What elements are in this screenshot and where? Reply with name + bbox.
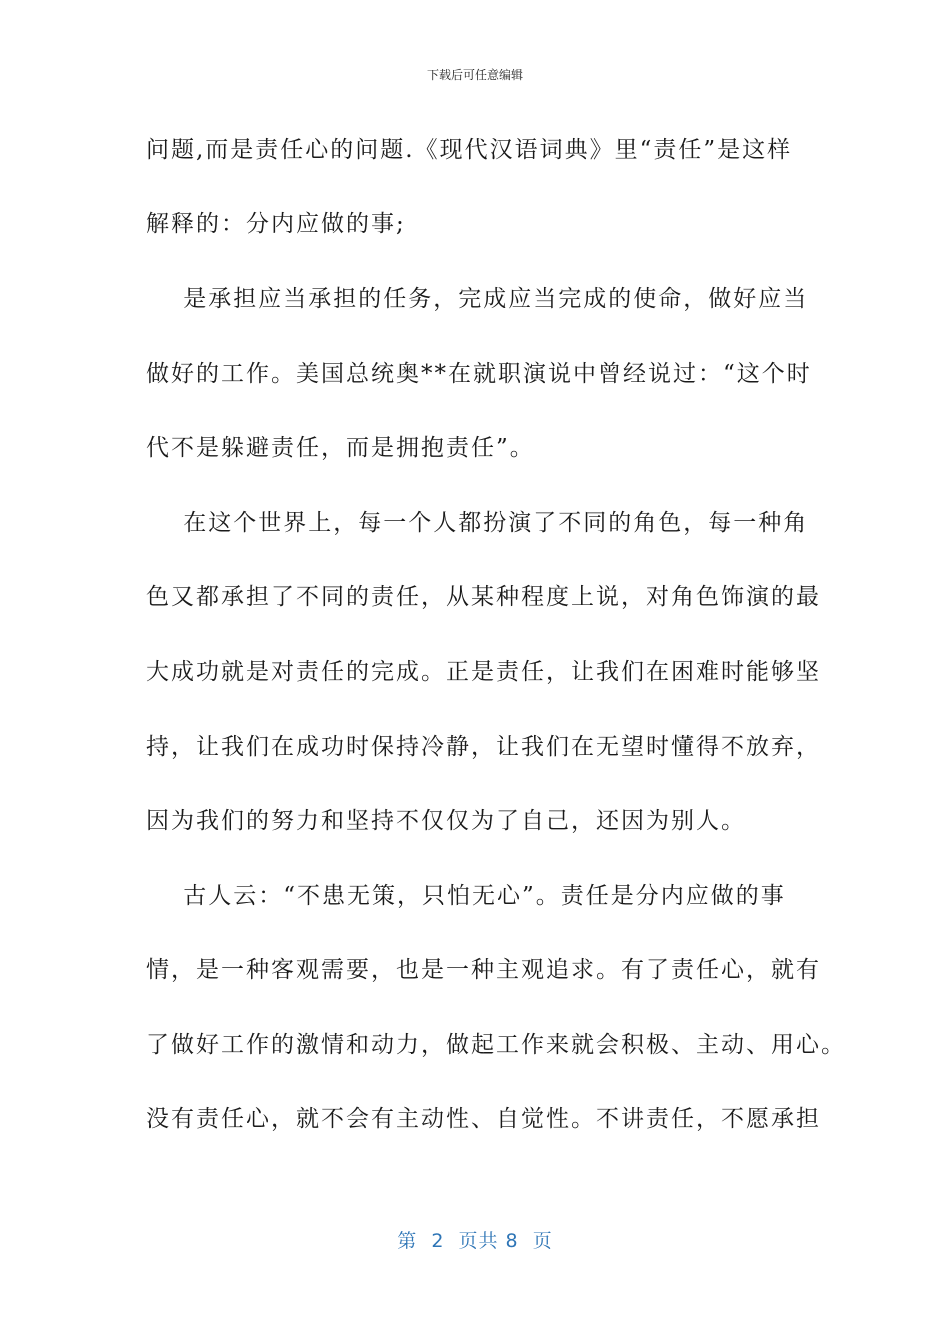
body-line: 了做好工作的激情和动力，做起工作来就会积极、主动、用心。 — [146, 1032, 846, 1058]
page-header-note: 下载后可任意编辑 — [426, 68, 523, 82]
body-line: 是承担应当承担的任务，完成应当完成的使命，做好应当 — [146, 286, 809, 312]
body-line: 持，让我们在成功时保持冷静，让我们在无望时懂得不放弃， — [146, 734, 821, 760]
body-line: 大成功就是对责任的完成。正是责任，让我们在困难时能够坚 — [146, 659, 821, 685]
body-line: 情，是一种客观需要，也是一种主观追求。有了责任心，就有 — [146, 957, 821, 983]
body-line: 解释的：分内应做的事; — [146, 211, 406, 237]
body-line: 古人云：“不患无策，只怕无心”。责任是分内应做的事 — [146, 883, 786, 909]
page-number-footer — [0, 1226, 950, 1253]
body-line: 在这个世界上，每一个人都扮演了不同的角色，每一种角 — [146, 510, 809, 536]
body-line: 问题,而是责任心的问题.《现代汉语词典》里“责任”是这样 — [146, 137, 793, 163]
body-line: 因为我们的努力和坚持不仅仅为了自己，还因为别人。 — [146, 808, 746, 834]
body-line: 色又都承担了不同的责任，从某种程度上说，对角色饰演的最 — [146, 584, 821, 610]
body-line: 没有责任心，就不会有主动性、自觉性。不讲责任，不愿承担 — [146, 1106, 821, 1132]
body-line: 代不是躲避责任，而是拥抱责任”。 — [146, 435, 535, 461]
body-line: 做好的工作。美国总统奥**在就职演说中曾经说过：“这个时 — [146, 361, 812, 387]
page-number-label: 第 2 页共 8 页 — [397, 1230, 553, 1252]
